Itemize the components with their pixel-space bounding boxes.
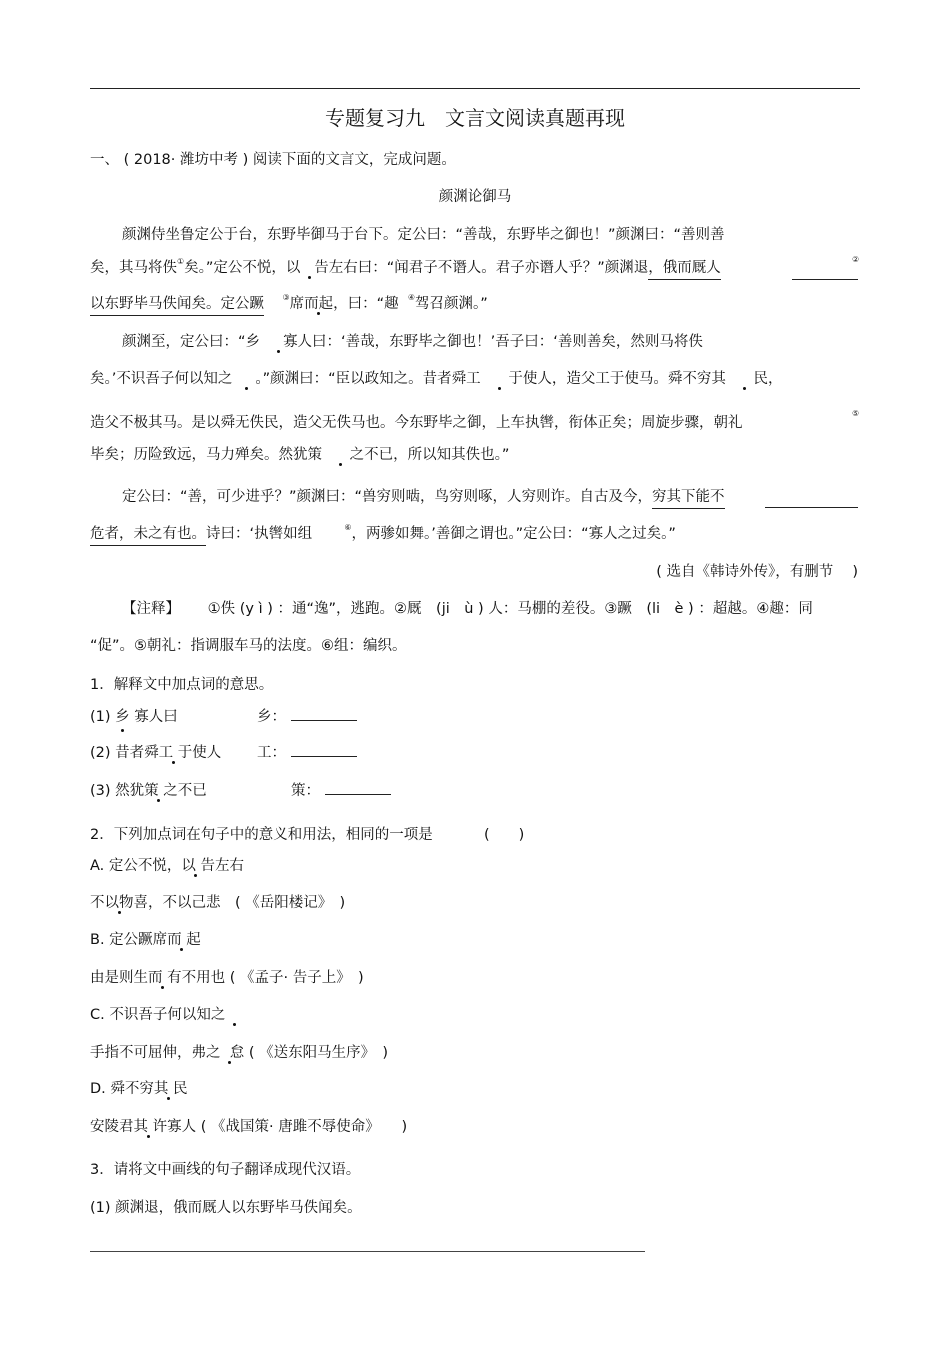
passage-line: 定公曰：“善，可少进乎？”颜渊曰：“兽穷则啮，鸟穷则啄，人穷则诈。自古及今，穷其下能不 <box>122 490 725 505</box>
section-heading: 一、 ( 2018· 潍坊中考 ) 阅读下面的文言文，完成问题。 <box>90 152 456 168</box>
option-a-compare: 不以物喜，不以己悲 ( 《岳阳楼记》 ) <box>90 895 346 911</box>
notes-label: 【注释】 <box>122 601 180 617</box>
note-marker: ⑤ <box>852 409 860 418</box>
question-2-stem: 2．下列加点词在句子中的意义和用法，相同的一项是 <box>90 827 433 843</box>
underline <box>792 279 858 280</box>
question-1-stem: 1．解释文中加点词的意思。 <box>90 677 274 693</box>
page-title: 专题复习九 文言文阅读真题再现 <box>325 106 625 130</box>
header-rule <box>90 88 860 89</box>
option-b[interactable]: B. 定公蹶席而 起 <box>90 932 201 948</box>
question-1-item: (3) 然犹策 之不已 <box>90 783 207 799</box>
question-3-stem: 3．请将文中画线的句子翻译成现代汉语。 <box>90 1162 361 1178</box>
option-a[interactable]: A. 定公不悦，以 告左右 <box>90 858 244 874</box>
passage-line: 毕矣；历险致远，马力殚矣。然犹策 之不已，所以知其佚也。” <box>90 447 510 463</box>
answer-paren[interactable]: ( ) <box>484 827 525 843</box>
passage-line: 矣，其马将佚①矣。”定公不悦，以 告左右曰：“闻君子不谮人。君子亦谮人乎？”颜渊退，俄而厩人 <box>90 261 721 276</box>
passage-line: 造父不极其马。是以舜无佚民，造父无佚马也。今东野毕之御，上车执辔，衔体正矣；周旋步骤，朝礼 <box>90 415 743 431</box>
question-1-item: (2) 昔者舜工 于使人 <box>90 745 222 761</box>
note-marker: ② <box>852 255 860 264</box>
notes-line: “促”。⑤朝礼：指调服车马的法度。⑥组：编织。 <box>90 638 407 654</box>
passage-title: 颜渊论御马 <box>438 189 512 205</box>
passage-line: 以东野毕马佚闻矣。定公蹶 ③席而起，曰：“趣 ④驾召颜渊。” <box>90 297 488 312</box>
answer-line[interactable] <box>90 1251 645 1252</box>
passage-line: 颜渊至，定公曰：“乡 寡人曰：‘善哉，东野毕之御也！’吾子曰：‘善则善矣，然则马将佚 <box>122 334 703 350</box>
option-c-compare: 手指不可屈伸，弗之 怠 ( 《送东阳马生序》 ) <box>90 1045 389 1061</box>
underline <box>765 507 858 508</box>
notes-line: 【注释】 ①佚 (y ì ) ：通“逸”，逃跑。②厩 (ji ù ) 人：马棚的差役。③蹶 (li è ) ：超越。④趣：同 <box>122 601 813 617</box>
option-c[interactable]: C. 不识吾子何以知之 <box>90 1007 226 1023</box>
source-citation: ( 选自《韩诗外传》，有删节 ) <box>656 564 858 580</box>
passage-line: 颜渊侍坐鲁定公于台，东野毕御马于台下。定公曰：“善哉，东野毕之御也！”颜渊曰：“善则善 <box>122 227 725 243</box>
option-d-compare: 安陵君其 许寡人 ( 《战国策· 唐雎不辱使命》 ) <box>90 1119 408 1135</box>
passage-line: 矣。’不识吾子何以知之 。”颜渊曰：“臣以政知之。昔者舜工 于使人，造父工于使马。舜不穷其 民， <box>90 371 783 387</box>
note-marker: ① <box>177 257 185 266</box>
option-d[interactable]: D. 舜不穷其 民 <box>90 1081 188 1097</box>
passage-line: 危者，未之有也。诗曰：‘执辔如组 ⑥，两骖如舞。’善御之谓也。”定公曰：“寡人之过矣。” <box>90 527 676 542</box>
option-b-compare: 由是则生而 有不用也 ( 《孟子· 告子上》 ) <box>90 970 364 986</box>
question-3-item: (1) 颜渊退，俄而厩人以东野毕马佚闻矣。 <box>90 1200 362 1216</box>
answer-field[interactable]: 乡： <box>257 710 357 725</box>
question-1-item: (1) 乡 寡人曰 <box>90 709 178 725</box>
answer-field[interactable]: 策： <box>291 784 391 799</box>
answer-field[interactable]: 工： <box>257 746 357 761</box>
